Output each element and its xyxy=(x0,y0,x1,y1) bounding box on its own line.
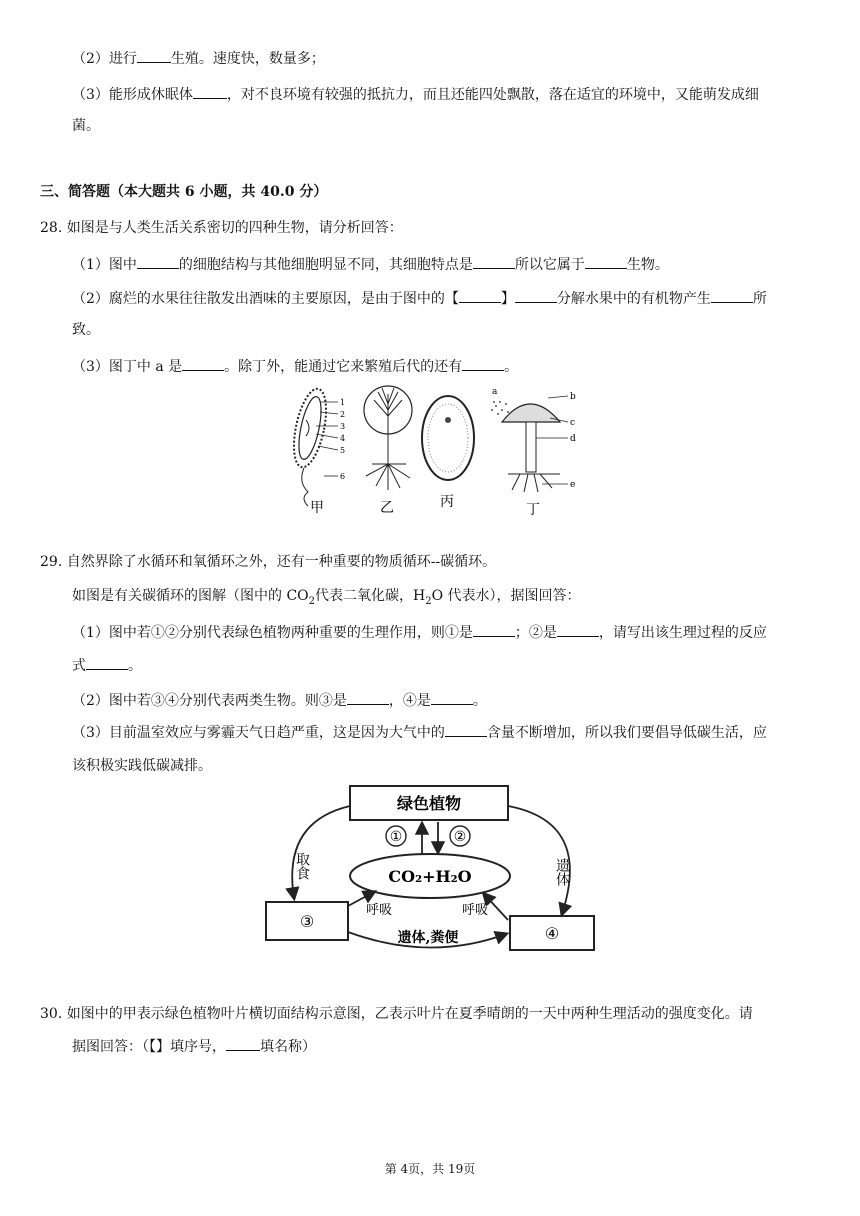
label-b: b xyxy=(570,392,576,402)
label-1: 1 xyxy=(340,398,346,407)
label-respiration-1: 呼吸 xyxy=(366,903,393,918)
label-4: 4 xyxy=(340,434,346,443)
text-line: 该积极实践低碳减排。 xyxy=(72,758,212,774)
answer-blank[interactable] xyxy=(182,356,224,371)
label-circle-1: ① xyxy=(389,829,403,845)
text-line: 据图回答：（【】填序号， 填名称） xyxy=(72,1036,316,1057)
text-line: 如图是有关碳循环的图解（图中的 $CO_2$代表二氧化碳，$H_2O$ 代表水），据图回答： xyxy=(72,588,581,607)
mold-drawing xyxy=(364,386,412,516)
section-heading: 三、简答题（本大题共 6 小题，共 40.0 分） xyxy=(40,184,328,200)
answer-blank[interactable] xyxy=(473,622,515,637)
label-2: 2 xyxy=(340,410,346,419)
answer-blank[interactable] xyxy=(557,622,599,637)
mushroom-drawing xyxy=(491,387,576,516)
label-jia: 甲 xyxy=(310,500,324,516)
text-line: 式 。 xyxy=(72,655,142,676)
label-d: d xyxy=(570,434,576,444)
question-number: 28. xyxy=(40,220,63,236)
text-line: （1）图中 的细胞结构与其他细胞明显不同，其细胞特点是 所以它属于 生物。 xyxy=(72,254,669,275)
label-e: e xyxy=(570,480,576,490)
label-yi: 乙 xyxy=(380,500,394,516)
text-line: （3）能形成休眠体 ，对不良环境有较强的抵抗力，而且还能四处飘散，落在适宜的环境中，又能萌发成细 xyxy=(72,84,759,105)
text-line: （2）进行 生殖。速度快，数量多； xyxy=(72,48,325,69)
label-remains-feces: 遗体,粪便 xyxy=(397,930,459,946)
green-plant-label: 绿色植物 xyxy=(396,794,462,813)
label-6: 6 xyxy=(340,472,346,481)
bacterium-drawing xyxy=(288,386,345,516)
label-circle-3: ③ xyxy=(299,912,315,931)
label-ding: 丁 xyxy=(526,502,540,516)
text-line: （3）图丁中 a 是 。除丁外，能通过它来繁殖后代的还有 。 xyxy=(72,356,518,377)
question-29-stem: 29. 自然界除了水循环和氧循环之外，还有一种重要的物质循环--碳循环。 xyxy=(40,554,497,570)
label-c: c xyxy=(570,418,576,428)
question-30-stem: 30. 如图中的甲表示绿色植物叶片横切面结构示意图，乙表示叶片在夏季晴朗的一天中两种生理活动的强度变化。请 xyxy=(40,1006,753,1022)
text-line: （3）目前温室效应与雾霾天气日趋严重，这是因为大气中的 含量不断增加，所以我们要倡导低碳生活，应 xyxy=(72,722,767,743)
text-line: （2）图中若③④分别代表两类生物。则③是 ，④是 。 xyxy=(72,690,487,711)
label-respiration-2: 呼吸 xyxy=(462,903,489,918)
answer-blank[interactable] xyxy=(137,48,171,63)
answer-blank[interactable] xyxy=(347,690,389,705)
answer-blank[interactable] xyxy=(137,254,179,269)
label-3: 3 xyxy=(340,422,346,431)
answer-blank[interactable] xyxy=(226,1036,260,1051)
label-5: 5 xyxy=(340,446,346,455)
label-bing: 丙 xyxy=(440,494,454,510)
text-line: （1）图中若①②分别代表绿色植物两种重要的生理作用，则①是 ；②是 ，请写出该生理过程的反应 xyxy=(72,622,767,643)
answer-blank[interactable] xyxy=(462,356,504,371)
answer-blank[interactable] xyxy=(86,655,128,670)
question-number: 30. xyxy=(40,1006,63,1022)
answer-blank[interactable] xyxy=(431,690,473,705)
label-circle-2: ② xyxy=(453,829,467,845)
answer-blank[interactable] xyxy=(473,254,515,269)
text-line: （2）腐烂的水果往往散发出酒味的主要原因，是由于图中的【 】 分解水果中的有机物产生 所 xyxy=(72,288,767,309)
answer-blank[interactable] xyxy=(515,288,557,303)
text-line: 致。 xyxy=(72,322,100,338)
carbon-cycle-diagram xyxy=(262,782,622,954)
answer-blank[interactable] xyxy=(459,288,501,303)
answer-blank[interactable] xyxy=(445,722,487,737)
four-organisms-figure xyxy=(276,380,586,516)
label-remains: 遗体 xyxy=(554,858,570,886)
text-line: 菌。 xyxy=(72,118,100,134)
question-28-stem: 28. 如图是与人类生活关系密切的四种生物，请分析回答： xyxy=(40,220,403,236)
answer-blank[interactable] xyxy=(193,84,227,99)
page-footer: 第 4页，共 19页 xyxy=(384,1162,476,1176)
answer-blank[interactable] xyxy=(585,254,627,269)
yeast-drawing xyxy=(422,396,474,510)
co2-h2o-label: CO₂+H₂O xyxy=(388,867,472,886)
answer-blank[interactable] xyxy=(711,288,753,303)
label-eat: 取食 xyxy=(294,852,310,880)
label-a: a xyxy=(492,387,498,397)
question-number: 29. xyxy=(40,554,63,570)
label-circle-4: ④ xyxy=(544,924,560,943)
